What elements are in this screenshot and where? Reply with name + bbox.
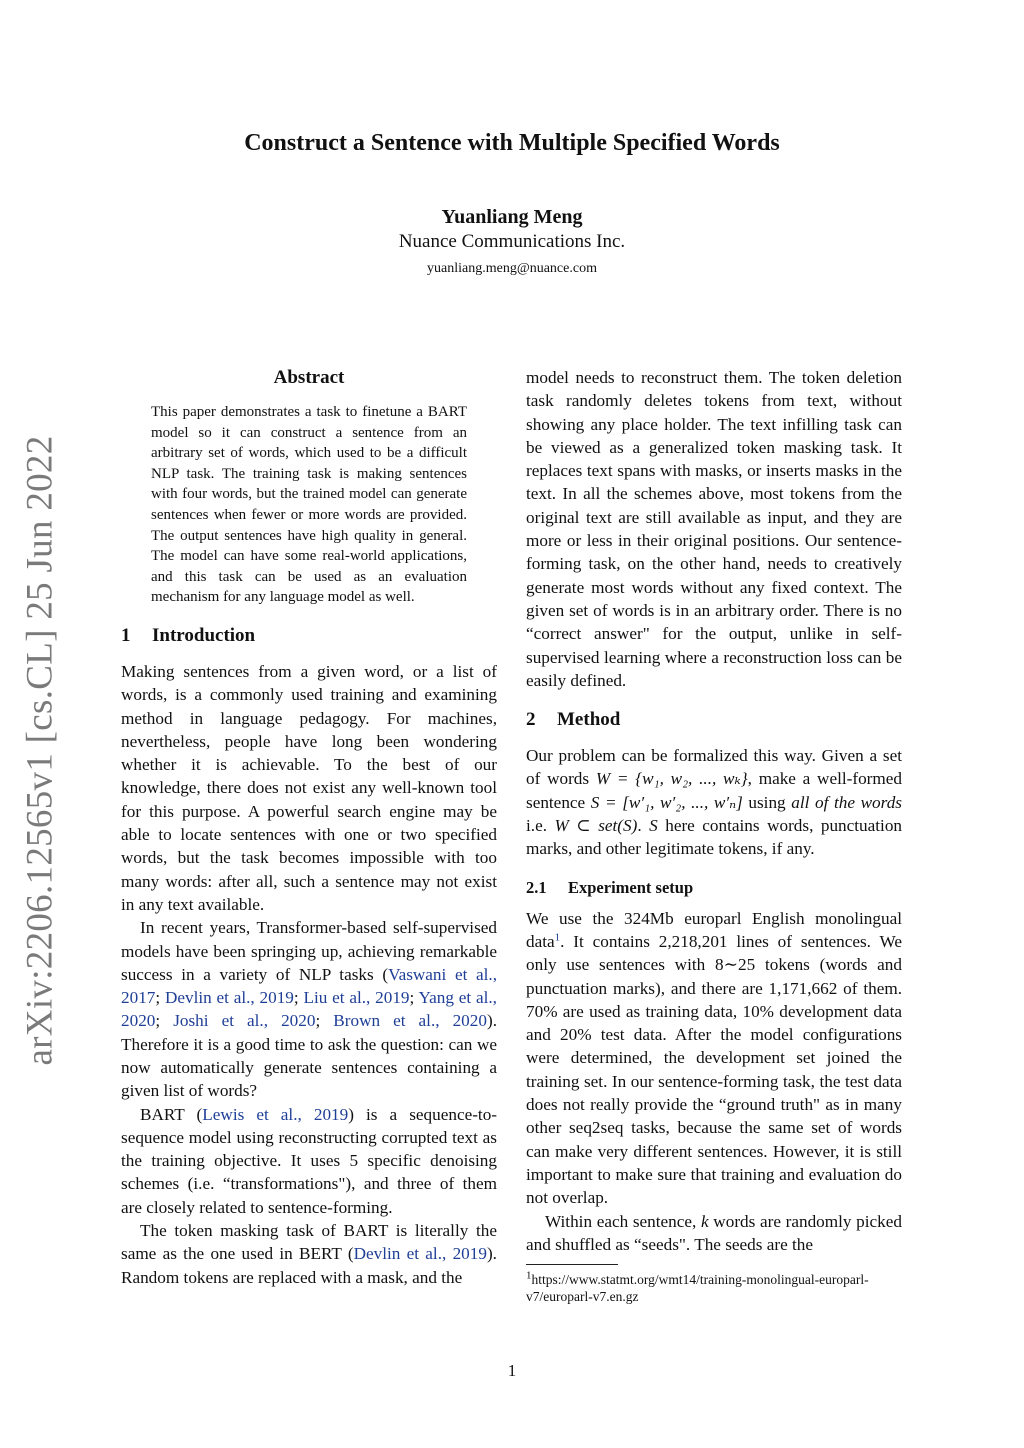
math-subset: W ⊂ set(S)	[554, 816, 638, 836]
citation-link[interactable]: Joshi et al., 2020	[173, 1011, 316, 1031]
paper-title: Construct a Sentence with Multiple Specified Words	[244, 130, 780, 156]
math-sentence-s: S = [w′₁, w′₂, ..., w′ₙ]	[590, 792, 743, 812]
citation-link[interactable]: Devlin et al., 2019	[353, 1244, 487, 1264]
footnote-number: 1	[526, 1269, 532, 1282]
left-column	[121, 366, 497, 1289]
experiment-paragraph-1: We use the 324Mb europarl English monolingual data$^1$. It contains 2,218,201 lines of sentences. We only use sentences with 8∼25 tokens (words and punctuation marks), and there are 1,171,662 of them. 70% are used as training data, 10% development data and 20% test data. After the model configurations were determined, the development set joined the training set. In our sentence-forming task, the test data does not really provide the “ground truth" as in many other seq2seq tasks, because the same set of words can make very different sentences. However, it is still important to make sure that training and evaluation do not overlap.	[526, 908, 902, 1208]
right-column	[526, 366, 902, 1305]
intro-paragraph-2: In recent years, Transformer-based self-supervised models have been springing up, achieving remarkable success in a variety of NLP tasks (Vaswani et al., 2017; Devlin et al., 2019; Liu et al., 2019; Yang et al., 2020; Joshi et al., 2020; Brown et al., 2020). Therefore it is a good time to ask the question: can we now automatically generate sentences containing a given list of words?	[121, 918, 497, 1101]
subsection-number: 2.1	[526, 877, 547, 897]
author-affiliation: Nuance Communications Inc.	[398, 231, 626, 252]
footnote	[526, 1271, 902, 1305]
footnote-divider	[526, 1264, 618, 1265]
citation-link[interactable]: Vaswani et al., 2017	[121, 964, 497, 1008]
citation-link[interactable]: Yang et al., 2020	[121, 988, 497, 1031]
math-k: k	[701, 1211, 709, 1231]
citation-link[interactable]: Brown et al., 2020	[333, 1011, 487, 1031]
introduction-heading	[121, 624, 497, 648]
section-number: 1	[121, 624, 131, 646]
author-email: yuanliang.meng@nuance.com	[427, 261, 597, 276]
subsection-title: Experiment setup	[568, 877, 694, 897]
intro-paragraph-continued: model needs to reconstruct them. The token deletion task randomly deletes tokens from text, without showing any place holder. The text infilling task can be viewed as a generalized token masking task. It replaces text spans with masks, or inserts masks in the text. In all the schemes above, most tokens from the original text are still available as input, and they are more or less in their original positions. Our sentence-forming task, on the other hand, needs to creatively generate most words without any fixed context. The given set of words is in an arbitrary order. There is no “correct answer" for the output, unlike in self-supervised learning where a reconstruction loss can be easily defined.	[526, 368, 902, 690]
section-title: Introduction	[152, 624, 256, 646]
arxiv-sidebar-stamp	[10, 434, 70, 1066]
method-heading	[526, 708, 902, 732]
math-s: S	[649, 816, 658, 836]
experiment-setup-heading	[526, 877, 902, 899]
author-name: Yuanliang Meng	[441, 206, 583, 228]
abstract-heading: Abstract	[273, 367, 345, 388]
section-number: 2	[526, 709, 536, 731]
method-paragraph: Our problem can be formalized this way. Given a set of words W = {w₁, w₂, ..., wₖ}, make a well-formed sentence S = [w′₁, w′₂, ..., w′ₙ] using all of the words i.e. W ⊂ set(S). S here contains words, punctuation marks, and other legitimate tokens, if any.	[526, 746, 903, 859]
abstract-text: This paper demonstrates a task to finetune a BART model so it can construct a sentence from an arbitrary set of words, which used to be a difficult NLP task. The training task is making sentences with four words, but the trained model can generate sentences when fewer or more words are provided. The output sentences have high quality in general. The model can have some real-world applications, and this task can be used as an evaluation mechanism for any language model as well.	[151, 404, 467, 606]
footnote-marker[interactable]: 1	[554, 931, 561, 944]
intro-paragraph-4: The token masking task of BART is literally the same as the one used in BERT (Devlin et al., 2019). Random tokens are replaced with a mask, and the	[121, 1221, 497, 1287]
citation-link[interactable]: Devlin et al., 2019	[164, 988, 294, 1008]
page-number: 1	[507, 1361, 517, 1380]
intro-paragraph-3: BART (Lewis et al., 2019) is a sequence-to-sequence model using reconstructing corrupted text as the training objective. It uses 5 specific denoising schemes (i.e. “transformations"), and three of them are closely related to sentence-forming.	[121, 1104, 498, 1217]
arxiv-identifier: arXiv:2206.12565v1 [cs.CL] 25 Jun 2022	[19, 434, 61, 1066]
math-set-w: W = {w₁, w₂, ..., wₖ}	[595, 769, 748, 789]
footnote-url[interactable]: https://www.statmt.org/wmt14/training-monolingual-europarl-v7/europarl-v7.en.gz	[526, 1272, 869, 1305]
citation-link[interactable]: Lewis et al., 2019	[202, 1104, 349, 1124]
citation-link[interactable]: Liu et al., 2019	[303, 988, 410, 1008]
section-title: Method	[557, 709, 621, 731]
experiment-paragraph-2: Within each sentence, k words are randomly picked and shuffled as “seeds". The seeds are the	[526, 1211, 902, 1254]
intro-paragraph-1: Making sentences from a given word, or a list of words, is a commonly used training and examining method in language pedagogy. For machines, nevertheless, people have long been wondering whether it is achievable. To the best of our knowledge, there does not exist any well-known tool for this purpose. A powerful search engine may be able to locate sentences with one or two specified words, but the task becomes impossible with too many words: after all, such a sentence may not exist in any text available.	[121, 661, 497, 914]
